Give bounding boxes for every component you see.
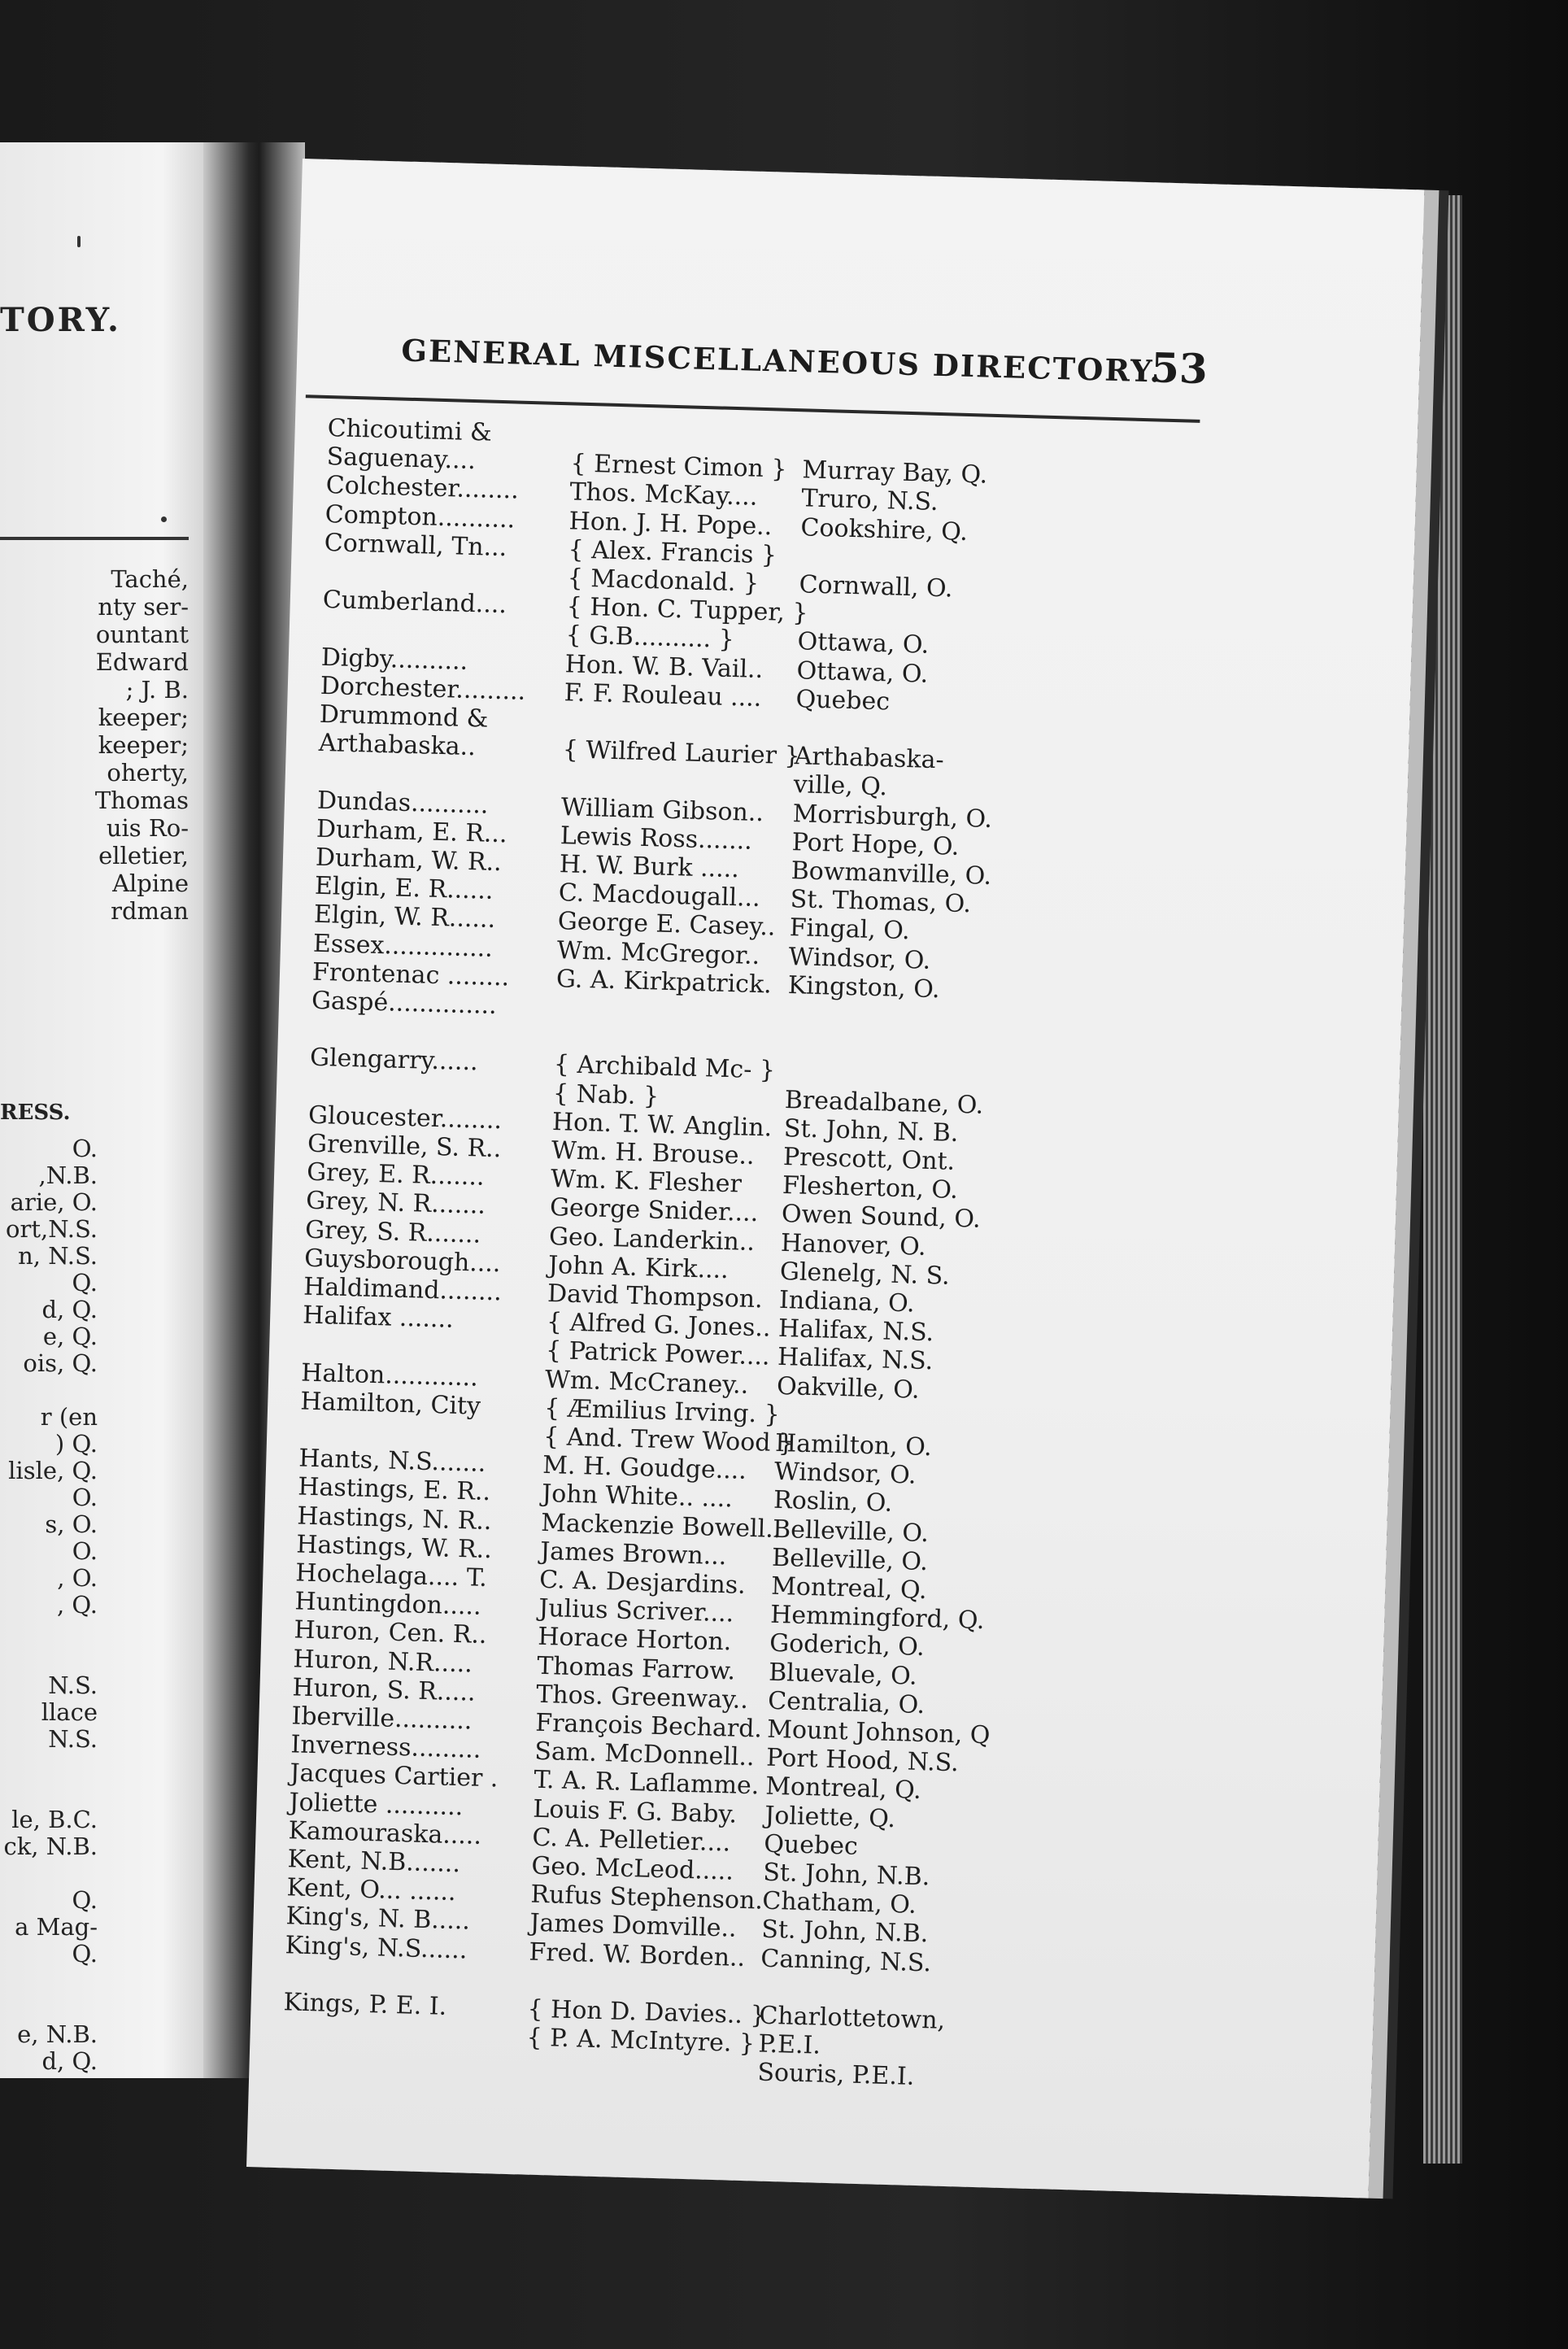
district-name: Huntingdon.....: [294, 1587, 482, 1622]
district-name: Essex..............: [312, 929, 494, 963]
post-office-address: Hemmingford, Q.: [769, 1600, 985, 1636]
left-page-line: keeper;: [98, 704, 189, 731]
district-name: Huron, Cen. R..: [293, 1615, 487, 1650]
left-page-line: oherty,: [107, 759, 189, 787]
post-office-address: Port Hood, N.S.: [765, 1743, 960, 1778]
member-name: Julius Scriver....: [538, 1593, 734, 1628]
post-office-address: Ottawa, O.: [797, 627, 930, 660]
district-name: Frontenac ........: [311, 957, 510, 992]
post-office-address: Ottawa, O.: [796, 656, 929, 689]
member-name: Hon. T. W. Anglin.: [551, 1107, 773, 1143]
post-office-address: Owen Sound, O.: [781, 1200, 982, 1235]
member-name: James Brown...: [539, 1536, 727, 1571]
member-name: Rufus Stephenson.: [530, 1880, 764, 1915]
left-page-line: ) Q.: [54, 1430, 98, 1458]
post-office-address: Fingal, O.: [789, 913, 911, 946]
post-office-address: Goderich, O.: [769, 1629, 926, 1663]
district-name: Digby..........: [320, 643, 468, 676]
member-name: Sam. McDonnell..: [534, 1737, 756, 1772]
post-office-address: Montreal, Q.: [764, 1772, 922, 1806]
district-name: Grey, N. R.......: [305, 1187, 486, 1221]
district-name: Halton............: [300, 1358, 479, 1392]
district-name: King's, N.S......: [285, 1930, 468, 1965]
left-page-line: Alpine: [112, 869, 189, 897]
district-name: Kamouraska.....: [288, 1816, 482, 1850]
post-office-address: St. John, N.B.: [762, 1858, 930, 1892]
left-page-line: Q.: [72, 1269, 98, 1297]
district-name: Haldimand........: [303, 1272, 503, 1307]
left-page-line: lisle, Q.: [8, 1457, 98, 1484]
district-name: Hastings, W. R..: [295, 1530, 493, 1564]
member-name: Thomas Farrow.: [536, 1651, 736, 1686]
district-name: Chicoutimi &: [327, 413, 493, 447]
district-name: Hochelaga.... T.: [294, 1558, 488, 1593]
left-page-line: N.S.: [48, 1725, 98, 1753]
post-office-address: St. Thomas, O.: [790, 885, 972, 919]
post-office-address: Morrisburgh, O.: [792, 799, 993, 834]
left-page-header: TORY.: [0, 301, 121, 339]
district-name: Guysborough....: [303, 1244, 501, 1279]
left-facing-page: [0, 142, 203, 2078]
post-office-address: St. John, N.B.: [760, 1915, 929, 1949]
member-name: George E. Casey..: [557, 907, 776, 942]
post-office-address: Mount Johnson, Q: [766, 1715, 991, 1750]
member-name: Wm. K. Flesher: [550, 1165, 743, 1199]
left-page-line: a Mag-: [15, 1913, 98, 1941]
member-name: Fred. W. Borden..: [529, 1937, 746, 1972]
member-name: H. W. Burk .....: [559, 850, 740, 884]
district-name: Elgin, W. R......: [313, 900, 496, 935]
post-office-address: Belleville, O.: [771, 1543, 929, 1576]
left-page-line: ort,N.S.: [6, 1215, 98, 1243]
post-office-address: Chatham, O.: [761, 1886, 917, 1920]
member-name: G. A. Kirkpatrick.: [555, 964, 773, 1000]
member-name: { Wilfred Laurier }: [562, 735, 801, 771]
post-office-address: Murray Bay, Q.: [802, 455, 988, 490]
district-name: Halifax .......: [302, 1301, 455, 1334]
member-name: Louis F. G. Baby.: [532, 1794, 738, 1829]
left-page-line: arie, O.: [10, 1188, 98, 1216]
post-office-address: Canning, N.S.: [760, 1944, 932, 1978]
ink-speck: [77, 236, 81, 247]
member-name: { Patrick Power....: [545, 1336, 771, 1372]
left-page-line: O.: [72, 1135, 98, 1162]
post-office-address: Belleville, O.: [772, 1514, 930, 1548]
left-page-line: ois, Q.: [23, 1349, 98, 1377]
page-number: 53: [1150, 343, 1209, 394]
district-name: Saguenay....: [326, 442, 477, 476]
district-name: Hamilton, City: [299, 1387, 481, 1421]
member-name: John A. Kirk....: [547, 1250, 730, 1284]
post-office-address: Charlottetown,: [758, 2001, 946, 2035]
member-name: { Alex. Francis }: [568, 535, 777, 570]
member-name: Mackenzie Bowell..: [540, 1508, 782, 1544]
left-page-line: nty ser-: [98, 593, 189, 621]
member-name: { Alfred G. Jones..: [546, 1308, 771, 1343]
post-office-address: Windsor, O.: [773, 1458, 917, 1490]
left-page-line: Taché,: [111, 565, 189, 593]
member-name: M. H. Goudge....: [542, 1451, 747, 1486]
post-office-address: Truro, N.S.: [801, 484, 939, 517]
district-name: Durham, W. R..: [315, 843, 503, 878]
member-name: George Snider....: [549, 1193, 759, 1228]
left-page-line: Edward: [95, 648, 189, 676]
post-office-address: Bowmanville, O.: [791, 856, 992, 891]
district-name: Colchester........: [325, 471, 520, 505]
left-page-line: n, N.S.: [18, 1242, 98, 1270]
post-office-address: Kingston, O.: [787, 970, 941, 1005]
post-office-address: Quebec: [763, 1829, 859, 1861]
left-page-line: e, Q.: [42, 1323, 98, 1350]
member-name: William Gibson..: [560, 792, 764, 827]
member-name: { G.B.......... }: [565, 621, 735, 655]
post-office-address: Hanover, O.: [780, 1228, 927, 1262]
district-name: Hants, N.S.......: [298, 1444, 486, 1479]
left-page-line: ; J. B.: [125, 676, 189, 704]
post-office-address: Montreal, Q.: [770, 1571, 928, 1606]
district-name: Cumberland....: [322, 586, 507, 620]
left-page-line: elletier,: [98, 842, 189, 869]
left-page-line: , O.: [57, 1564, 98, 1592]
post-office-address: P.E.I.: [758, 2029, 821, 2060]
running-head: GENERAL MISCELLANEOUS DIRECTORY.: [400, 332, 1163, 390]
left-page-line: Thomas: [94, 787, 189, 814]
member-name: François Bechard.: [534, 1708, 763, 1744]
district-name: Grey, E. R.......: [306, 1157, 486, 1192]
district-name: Huron, N.R.....: [293, 1644, 473, 1679]
left-page-line: , Q.: [57, 1591, 98, 1619]
district-name: Dorchester.........: [320, 671, 526, 706]
district-name: Jacques Cartier .: [290, 1758, 499, 1793]
member-name: Lewis Ross.......: [560, 821, 753, 856]
district-name: Cornwall, Tn...: [324, 528, 507, 562]
left-page-line: rdman: [111, 897, 189, 925]
main-page: [246, 159, 1424, 2199]
post-office-address: Quebec: [795, 685, 891, 717]
district-name: Gloucester........: [307, 1100, 503, 1135]
member-name: { Hon. C. Tupper, }: [566, 592, 809, 628]
member-name: Wm. McGregor..: [556, 935, 760, 970]
member-name: { Nab. }: [552, 1079, 660, 1111]
member-name: { And. Trew Wood }: [542, 1422, 795, 1458]
district-name: Grey, S. R.......: [304, 1215, 481, 1249]
member-name: Wm. H. Brouse..: [551, 1136, 756, 1170]
left-page-line: le, B.C.: [11, 1806, 98, 1833]
district-name: Elgin, E. R......: [314, 871, 494, 906]
district-name: Grenville, S. R..: [307, 1129, 502, 1164]
member-name: { Hon D. Davies.. }: [527, 1994, 767, 2030]
left-page-line: llace: [41, 1698, 98, 1726]
post-office-address: Breadalbane, O.: [784, 1085, 984, 1120]
post-office-address: Halifax, N.S.: [777, 1343, 934, 1376]
member-name: Hon. W. B. Vail..: [564, 649, 764, 684]
left-page-line: keeper;: [98, 731, 189, 759]
post-office-address: Oakville, O.: [776, 1371, 921, 1405]
post-office-address: Glenelg, N. S.: [779, 1257, 951, 1291]
member-name: { P. A. McIntyre. }: [526, 2023, 756, 2059]
post-office-address: Roslin, O.: [773, 1486, 893, 1519]
ink-speck: [161, 516, 167, 522]
post-office-address: Joliette, Q.: [764, 1801, 896, 1833]
member-name: { Ernest Cimon }: [570, 449, 787, 484]
left-page-line: ountant: [95, 621, 189, 648]
left-column-header: RESS.: [0, 1100, 71, 1125]
member-name: C. A. Pelletier....: [531, 1823, 731, 1858]
post-office-address: ville, Q.: [793, 770, 888, 802]
post-office-address: Souris, P.E.I.: [757, 2058, 915, 2092]
member-name: Thos. McKay....: [569, 477, 758, 512]
post-office-address: Windsor, O.: [788, 942, 931, 975]
district-name: King's, N. B.....: [285, 1902, 471, 1936]
district-name: Huron, S. R.....: [292, 1673, 477, 1707]
post-office-address: Cookshire, Q.: [800, 512, 969, 547]
left-page-line: d, Q.: [41, 1296, 98, 1323]
district-name: Kent, O... ......: [286, 1873, 457, 1907]
district-name: Hastings, E. R..: [297, 1472, 491, 1507]
post-office-address: Flesherton, O.: [782, 1171, 959, 1205]
district-name: Compton..........: [324, 499, 516, 534]
left-page-line: N.S.: [48, 1671, 98, 1699]
member-name: F. F. Rouleau ....: [564, 678, 762, 713]
district-name: Iberville..........: [291, 1702, 473, 1736]
post-office-address: Hamilton, O.: [774, 1428, 933, 1462]
member-name: Hon. J. H. Pope..: [568, 506, 773, 541]
post-office-address: Cornwall, O.: [799, 570, 953, 604]
left-page-line: e, N.B.: [17, 2020, 98, 2048]
post-office-address: Arthabaska-: [794, 742, 945, 775]
district-name: Joliette ..........: [289, 1787, 464, 1821]
left-page-line: ,N.B.: [38, 1161, 98, 1189]
member-name: C. Macdougall...: [558, 878, 761, 913]
post-office-address: Indiana, O.: [778, 1285, 915, 1318]
member-name: { Æmilius Irving. }: [543, 1393, 781, 1429]
member-name: Horace Horton.: [537, 1623, 732, 1657]
member-name: { Archibald Mc- }: [553, 1050, 776, 1086]
member-name: James Domville..: [529, 1909, 738, 1944]
district-name: Durham, E. R...: [316, 814, 508, 849]
member-name: Wm. McCraney..: [544, 1365, 749, 1400]
member-name: { Macdonald. }: [567, 564, 760, 598]
member-name: C. A. Desjardins.: [538, 1565, 747, 1600]
left-page-line: O.: [72, 1537, 98, 1565]
post-office-address: Halifax, N.S.: [777, 1314, 934, 1348]
left-page-line: Q.: [72, 1940, 98, 1968]
district-name: Kings, P. E. I.: [283, 1988, 447, 2021]
post-office-address: Bluevale, O.: [768, 1658, 918, 1691]
district-name: Glengarry......: [309, 1044, 479, 1077]
post-office-address: Port Hope, O.: [791, 827, 960, 861]
left-page-line: ck, N.B.: [3, 1833, 98, 1860]
district-name: Inverness.........: [290, 1730, 481, 1765]
post-office-address: Centralia, O.: [767, 1686, 926, 1719]
member-name: Geo. McLeod.....: [531, 1851, 734, 1886]
post-office-address: St. John, N. B.: [783, 1113, 959, 1148]
left-page-line: d, Q.: [41, 2047, 98, 2075]
left-page-line: s, O.: [45, 1510, 98, 1538]
member-name: Thos. Greenway..: [535, 1680, 749, 1715]
district-name: Arthabaska..: [318, 729, 477, 762]
left-page-line: Q.: [72, 1886, 98, 1914]
district-name: Drummond &: [319, 699, 489, 734]
district-name: Gaspé..............: [311, 986, 498, 1021]
member-name: T. A. R. Laflamme.: [533, 1766, 760, 1801]
district-name: Hastings, N. R..: [296, 1501, 492, 1536]
member-name: David Thompson.: [547, 1279, 764, 1314]
left-header-rule: [0, 537, 189, 540]
post-office-address: Prescott, Ont.: [782, 1142, 956, 1176]
district-name: Kent, N.B.......: [287, 1845, 461, 1879]
page-edges: [1423, 195, 1462, 2164]
member-name: Geo. Landerkin..: [548, 1222, 756, 1257]
left-page-line: r (en: [40, 1403, 98, 1431]
directory-entries: [283, 413, 1190, 2092]
member-name: John White.. ....: [541, 1480, 734, 1514]
district-name: Dundas..........: [316, 786, 489, 820]
left-page-line: uis Ro-: [106, 814, 189, 842]
left-page-line: O.: [72, 1484, 98, 1511]
